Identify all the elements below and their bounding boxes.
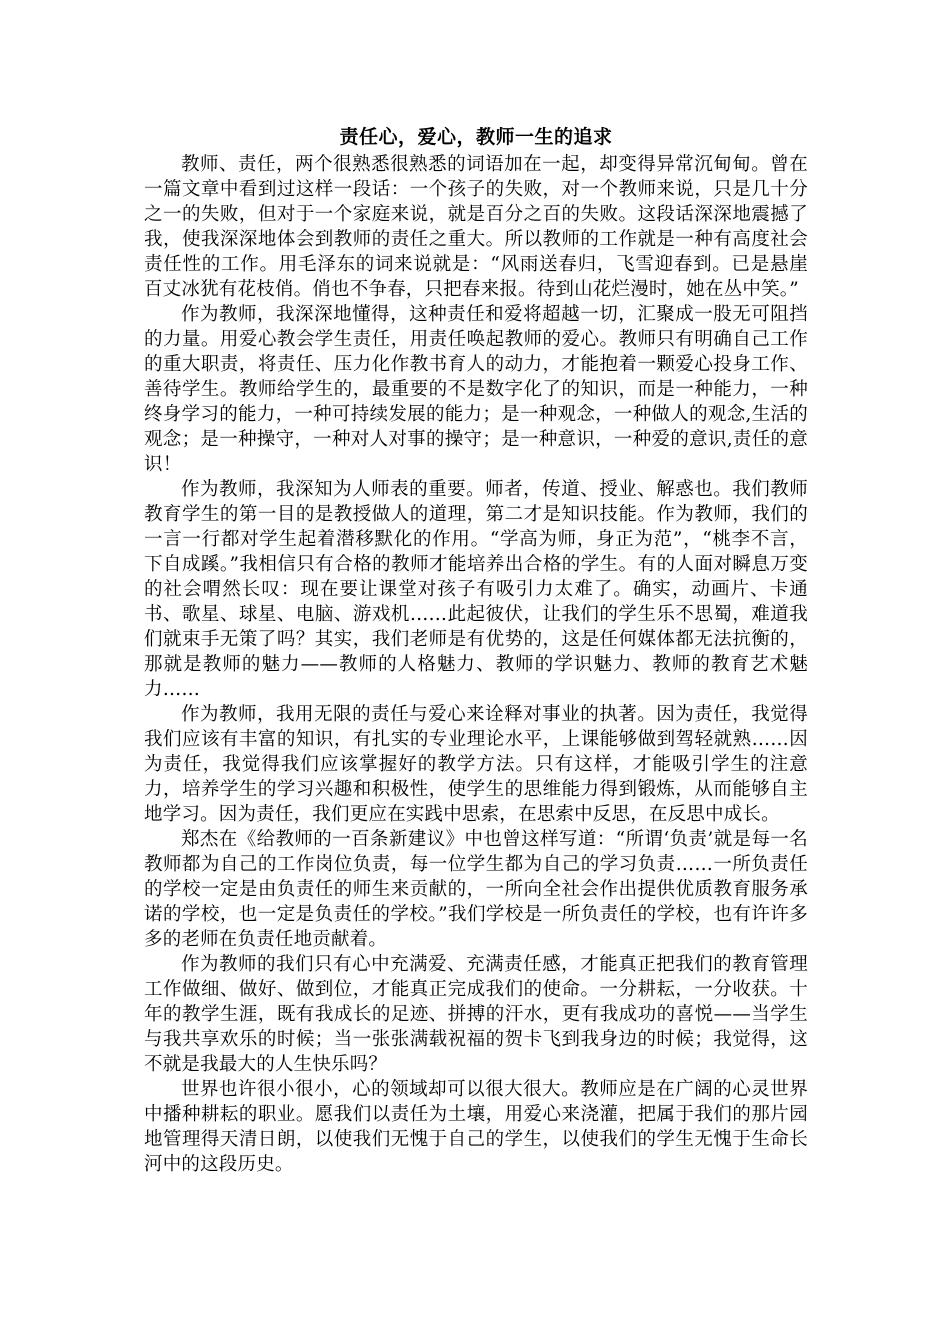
paragraph-2: 作为教师，我深深地懂得，这种责任和爱将超越一切，汇聚成一股无可阻挡的力量。用爱心教会学生责任，用责任唤起教师的爱心。教师只有明确自己工作的重大职责，将责任、压力化作教书育人的动力，才能抱着一颗爱心投身工作、善待学生。教师给学生的，最重要的不是数字化了的知识，而是一种能力，一种终身学习的能力，一种可持续发展的能力；是一种观念，一种做人的观念,生活的观念；是一种操守，一种对人对事的操守；是一种意识，一种爱的意识,责任的意识！ (144, 304, 808, 475)
paragraph-3: 作为教师，我深知为人师表的重要。师者，传道、授业、解惑也。我们教师教育学生的第一目的是教授做人的道理，第二才是知识技能。作为教师，我们的一言一行都对学生起着潜移默化的作用。“学高为师，身正为范”，“桃李不言，下自成蹊。”我相信只有合格的教师才能培养出合格的学生。有的人面对瞬息万变的社会喟然长叹：现在要让课堂对孩子有吸引力太难了。确实，动画片、卡通书、歌星、球星、电脑、游戏机……此起彼伏，让我们的学生乐不思蜀，难道我们就束手无策了吗？其实，我们老师是有优势的，这是任何媒体都无法抗衡的，那就是教师的魅力——教师的人格魅力、教师的学识魅力、教师的教育艺术魅力…… (144, 479, 808, 700)
paragraph-7: 世界也许很小很小，心的领域却可以很大很大。教师应是在广阔的心灵世界中播种耕耘的职业。愿我们以责任为土壤，用爱心来浇灌，把属于我们的那片园地管理得天清日朗，以使我们无愧于自己的学生，以使我们的学生无愧于生命长河中的这段历史。 (144, 1079, 808, 1175)
paragraph-6: 作为教师的我们只有心中充满爱、充满责任感，才能真正把我们的教育管理工作做细、做好、做到位，才能真正完成我们的使命。一分耕耘，一分收获。十年的教学生涯，既有我成长的足迹、拼搏的汗水，更有我成功的喜悦——当学生与我共享欢乐的时候；当一张张满载祝福的贺卡飞到我身边的时候；我觉得，这不就是我最大的人生快乐吗？ (144, 954, 808, 1075)
paragraph-1: 教师、责任，两个很熟悉很熟悉的词语加在一起，却变得异常沉甸甸。曾在一篇文章中看到过这样一段话：一个孩子的失败，对一个教师来说，只是几十分之一的失败，但对于一个家庭来说，就是百分之百的失败。这段话深深地震撼了我，使我深深地体会到教师的责任之重大。所以教师的工作就是一种有高度社会责任性的工作。用毛泽东的词来说就是：“风雨送春归，飞雪迎春到。已是悬崖百丈冰犹有花枝俏。俏也不争春，只把春来报。待到山花烂漫时，她在丛中笑。” (144, 154, 808, 300)
document-title: 责任心，爱心，教师一生的追求 (339, 126, 613, 148)
paragraph-4: 作为教师，我用无限的责任与爱心来诠释对事业的执著。因为责任，我觉得我们应该有丰富的知识，有扎实的专业理论水平，上课能够做到驾轻就熟……因为责任，我觉得我们应该掌握好的教学方法。只有这样，才能吸引学生的注意力，培养学生的学习兴趣和积极性，使学生的思维能力得到锻炼，从而能够自主地学习。因为责任，我们更应在实践中思索，在思索中反思，在反思中成长。 (144, 704, 808, 825)
paragraph-5: 郑杰在《给教师的一百条新建议》中也曾这样写道：“所谓‘负责’就是每一名教师都为自己的工作岗位负责，每一位学生都为自己的学习负责……一所负责任的学校一定是由负责任的师生来贡献的，一所向全社会作出提供优质教育服务承诺的学校，也一定是负责任的学校。”我们学校是一所负责任的学校，也有许许多多的老师在负责任地贡献着。 (144, 829, 808, 950)
document-page (144, 124, 808, 1177)
